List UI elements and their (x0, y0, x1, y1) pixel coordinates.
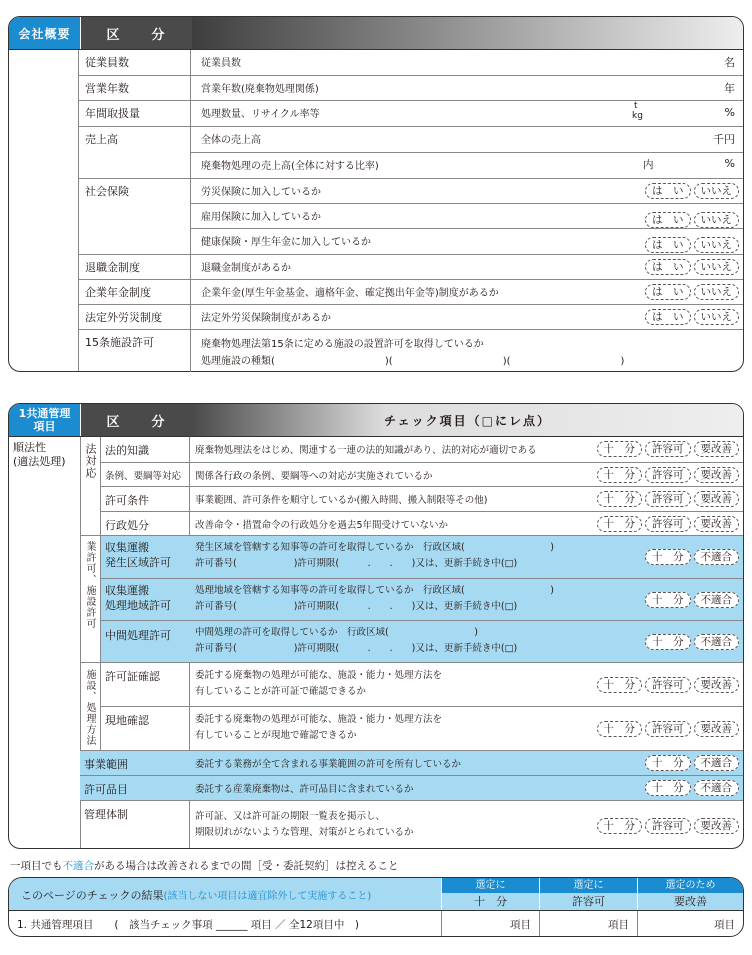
row-description: 廃棄物処理法第15条に定める施設の設置許可を取得しているか (201, 339, 484, 350)
description-line-2: 許可番号( )許可期限( . . )又は、更新手続き中(□) (195, 558, 518, 569)
compliance-label (13, 441, 66, 469)
description-line-1: 委託する廃棄物の処理が可能な、施設・能力・処理方法を (195, 714, 443, 725)
no-option[interactable]: いいえ (694, 212, 740, 228)
row-category: 条例、要綱等対応 (105, 471, 182, 482)
description-line-1: 処理地域を管轄する知事等の許可を取得しているか 行政区域( ) (195, 585, 554, 596)
category-header: 区 分 (80, 404, 192, 436)
row-description: 労災保険に加入しているか (201, 187, 321, 198)
rating-sufficient[interactable]: 十 分 (597, 491, 643, 507)
company-table (8, 50, 744, 372)
rating-sufficient[interactable]: 十 分 (597, 818, 643, 834)
description-line-2: 有していることが許可証で確認できるか (195, 686, 367, 697)
rating-improve[interactable]: 要改善 (694, 441, 740, 457)
rating-nonconforming[interactable]: 不適合 (694, 634, 740, 650)
header-line-2: 項目 (33, 420, 56, 433)
result-subtitle: (該当しない項目は適宜除外して実施すること) (163, 891, 372, 902)
description-line-1: 中間処理の許可を取得しているか 行政区域( ) (195, 627, 478, 638)
note-part-2: がある場合は改善されるまでの間［受・委託契約］は控えること (94, 860, 399, 872)
row-category: 許可条件 (105, 494, 149, 507)
check-header (8, 403, 744, 437)
check-items-header: チェック項目（□にレ点） (192, 404, 743, 436)
yes-option[interactable]: は い (645, 309, 691, 325)
row-unit: 名 (724, 56, 735, 69)
row-description: 処理数量、リサイクル率等 (201, 109, 320, 120)
row-category: 15条施設許可 (79, 330, 191, 372)
result-title (9, 878, 441, 910)
col-sub: 許容可 (540, 893, 637, 910)
header-line-1: 1共通管理 (18, 407, 71, 420)
result-title-text: このページのチェックの結果 (21, 889, 164, 902)
description-line-1: 許可証、又は許可証の期限一覧表を掲示し、 (195, 811, 386, 822)
rating-acceptable[interactable]: 許容可 (645, 677, 691, 693)
row-description (195, 583, 554, 615)
category-line-1: 収集運搬 (105, 584, 149, 597)
category-header: 区 分 (80, 17, 192, 49)
row-description: 廃棄物処理法をはじめ、関連する一連の法的知識があり、法的対応が適切である (195, 445, 537, 456)
rating-sufficient[interactable]: 十 分 (597, 516, 643, 532)
no-option[interactable]: いいえ (694, 309, 740, 325)
divider (78, 50, 79, 371)
result-line: 1. 共通管理項目 ( 該当チェック事項 ______ 項目 ／ 全12項目中 ) (17, 919, 359, 931)
result-box (8, 877, 744, 937)
row-unit: 千円 (713, 133, 735, 146)
unit-kg: kg (632, 111, 643, 121)
rating-acceptable[interactable]: 許容可 (645, 818, 691, 834)
row-unit: % (724, 157, 735, 170)
group-permit: 業許可、施設許可 (84, 541, 95, 629)
yes-option[interactable]: は い (645, 284, 691, 300)
table-row (79, 126, 743, 152)
row-description: 委託する産業廃棄物は、許可品目に含まれているか (195, 784, 414, 795)
table-row (101, 511, 743, 535)
table-row (80, 800, 743, 849)
table-row (191, 228, 743, 254)
result-col-improve (637, 878, 743, 910)
table-row (101, 462, 743, 486)
table-row (101, 437, 743, 462)
row-description: 廃棄物処理の売上高(全体に対する比率) (201, 161, 379, 172)
rating-improve[interactable]: 要改善 (694, 516, 740, 532)
result-row (9, 910, 743, 937)
rating-nonconforming[interactable]: 不適合 (694, 755, 740, 771)
table-row (79, 50, 743, 75)
rating-improve[interactable]: 要改善 (694, 467, 740, 483)
table-row (79, 100, 743, 126)
row-description: 事業範囲、許可条件を順守しているか(搬入時間、搬入制限等その他) (195, 495, 488, 506)
table-row (79, 329, 743, 371)
table-row (101, 620, 743, 662)
note-nonconforming: 不適合 (62, 860, 94, 872)
unit-t: t (634, 101, 638, 111)
row-description: 従業員数 (201, 58, 241, 69)
no-option[interactable]: いいえ (694, 237, 740, 253)
common-items-label (9, 404, 80, 436)
table-row (191, 203, 743, 228)
check-table (8, 437, 744, 849)
row-description: 改善命令・措置命令の行政処分を過去5年間受けていないか (195, 520, 449, 531)
row-category: 退職金制度 (79, 255, 191, 280)
table-row (101, 706, 743, 750)
result-count-sufficient[interactable]: 項目 (441, 911, 539, 937)
row-category: 事業範囲 (84, 758, 128, 771)
warning-note (10, 858, 399, 873)
result-count-acceptable[interactable]: 項目 (539, 911, 637, 937)
description-line-2: 許可番号( )許可期限( . . )又は、更新手続き中(□) (195, 643, 518, 654)
col-head: 選定のため (638, 878, 743, 893)
rating-sufficient[interactable]: 十 分 (645, 780, 691, 796)
description-line-2: 許可番号( )許可期限( . . )又は、更新手続き中(□) (195, 601, 518, 612)
rating-improve[interactable]: 要改善 (694, 677, 740, 693)
rating-sufficient[interactable]: 十 分 (645, 592, 691, 608)
rating-acceptable[interactable]: 許容可 (645, 441, 691, 457)
table-row (80, 750, 743, 775)
description-line-2: 有していることが現地で確認できるか (195, 730, 357, 741)
compliance-subtitle: (適法処理) (13, 455, 66, 468)
table-row (191, 152, 743, 178)
row-category: 行政処分 (105, 519, 149, 532)
col-head: 選定に (540, 878, 637, 893)
rating-sufficient[interactable]: 十 分 (645, 549, 691, 565)
row-category: 現地確認 (105, 714, 149, 727)
rating-acceptable[interactable]: 許容可 (645, 491, 691, 507)
table-row (101, 578, 743, 620)
row-description (195, 540, 554, 572)
row-category: 年間取扱量 (79, 101, 191, 127)
rating-sufficient[interactable]: 十 分 (597, 721, 643, 737)
rating-sufficient[interactable]: 十 分 (645, 755, 691, 771)
rating-sufficient[interactable]: 十 分 (597, 467, 643, 483)
rating-sufficient[interactable]: 十 分 (645, 634, 691, 650)
row-description: 企業年金(厚生年金基金、適格年金、確定拠出年金等)制度があるか (201, 288, 499, 299)
col-sub: 十 分 (442, 893, 539, 910)
row-category: 管理体制 (84, 808, 128, 821)
rating-sufficient[interactable]: 十 分 (597, 677, 643, 693)
category-line-2: 処理地域許可 (105, 599, 171, 612)
row-description: 関係各行政の条例、要綱等への対応が実施されているか (195, 471, 433, 482)
row-description (195, 809, 414, 841)
table-row (79, 279, 743, 304)
rating-acceptable[interactable]: 許容可 (645, 516, 691, 532)
table-row (101, 486, 743, 511)
row-category: 中間処理許可 (105, 629, 171, 642)
unit-inner: 内 (643, 159, 654, 171)
row-description: 退職金制度があるか (201, 263, 291, 274)
group-facility: 施設、処理方法 (84, 669, 95, 746)
row-description: 委託する業務が全て含まれる事業範囲の許可を所有しているか (195, 759, 462, 770)
description-line-1: 委託する廃棄物の処理が可能な、施設・能力・処理方法を (195, 670, 443, 681)
table-row (79, 304, 743, 329)
row-description: 雇用保険に加入しているか (201, 212, 321, 223)
table-row (79, 254, 743, 279)
no-option[interactable]: いいえ (694, 259, 740, 275)
table-row (101, 662, 743, 706)
result-count-improve[interactable]: 項目 (637, 911, 743, 937)
group-law: 法対応 (84, 443, 97, 479)
description-line-2: 期限切れがないような管理、対策がとられているか (195, 827, 414, 838)
row-description: 法定外労災保険制度があるか (201, 313, 331, 324)
row-category: 営業年数 (79, 76, 191, 101)
row-description: 全体の売上高 (201, 135, 261, 146)
table-row (79, 75, 743, 100)
row-category: 許可証確認 (105, 670, 160, 683)
category-line-2: 発生区域許可 (105, 556, 171, 569)
result-col-sufficient (441, 878, 539, 910)
table-row (101, 535, 743, 578)
row-category: 企業年金制度 (79, 280, 191, 305)
yes-option[interactable]: は い (645, 259, 691, 275)
row-category: 売上高 (79, 127, 191, 179)
row-category (105, 583, 171, 613)
compliance-title: 順法性 (13, 441, 46, 454)
header-gradient (192, 17, 743, 49)
rating-nonconforming[interactable]: 不適合 (694, 592, 740, 608)
no-option[interactable]: いいえ (694, 284, 740, 300)
row-category: 従業員数 (79, 50, 191, 75)
rating-improve[interactable]: 要改善 (694, 721, 740, 737)
row-description (195, 712, 442, 744)
row-description (195, 625, 517, 657)
rating-acceptable[interactable]: 許容可 (645, 467, 691, 483)
company-header (8, 16, 744, 50)
col-sub: 要改善 (638, 893, 743, 910)
category-line-1: 収集運搬 (105, 541, 149, 554)
row-unit: % (724, 106, 735, 119)
table-row (80, 775, 743, 800)
rating-nonconforming[interactable]: 不適合 (694, 549, 740, 565)
row-description: 健康保険・厚生年金に加入しているか (201, 237, 371, 248)
table-row (79, 178, 743, 203)
yes-option[interactable]: は い (645, 212, 691, 228)
company-overview-label: 会社概要 (9, 17, 80, 49)
facility-type-line: 処理施設の種類( )( )( ) (201, 356, 625, 367)
rating-nonconforming[interactable]: 不適合 (694, 780, 740, 796)
yes-option[interactable]: は い (645, 183, 691, 199)
col-head: 選定に (442, 878, 539, 893)
note-part-1: 一項目でも (10, 860, 63, 872)
row-category: 社会保険 (79, 179, 191, 255)
description-line-1: 発生区域を管轄する知事等の許可を取得しているか 行政区域( ) (195, 542, 554, 553)
row-description: 営業年数(廃棄物処理関係) (201, 84, 319, 95)
row-unit: 年 (724, 82, 735, 95)
rating-improve[interactable]: 要改善 (694, 818, 740, 834)
rating-sufficient[interactable]: 十 分 (597, 441, 643, 457)
yes-option[interactable]: は い (645, 237, 691, 253)
rating-acceptable[interactable]: 許容可 (645, 721, 691, 737)
row-description (195, 668, 442, 700)
rating-improve[interactable]: 要改善 (694, 491, 740, 507)
row-category (105, 540, 171, 570)
row-category: 許可品目 (84, 783, 128, 796)
row-category: 法定外労災制度 (79, 305, 191, 330)
no-option[interactable]: いいえ (694, 183, 740, 199)
result-col-acceptable (539, 878, 637, 910)
row-category: 法的知識 (105, 444, 149, 457)
